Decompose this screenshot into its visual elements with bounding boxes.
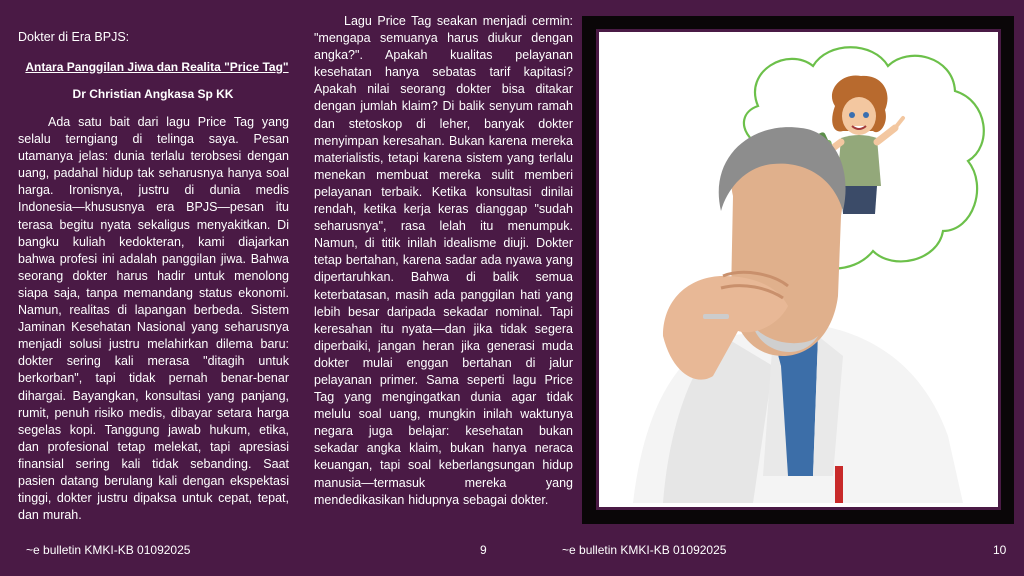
page-number-left: 9 <box>480 543 487 557</box>
article-body-left <box>18 114 289 524</box>
article-title: Antara Panggilan Jiwa dan Realita "Price Tag" <box>25 60 289 74</box>
article-body-middle <box>314 13 573 509</box>
article-heading: Dokter di Era BPJS: <box>18 30 130 44</box>
footer-label-right: ~e bulletin KMKI-KB 01092025 <box>562 543 727 557</box>
article-author: Dr Christian Angkasa Sp KK <box>72 87 234 101</box>
footer-label-left: ~e bulletin KMKI-KB 01092025 <box>26 543 191 557</box>
left-page <box>0 0 300 576</box>
page-number-right: 10 <box>993 543 1007 557</box>
stressed-doctor-photo <box>603 36 994 503</box>
paragraph: Lagu Price Tag seakan menjadi cermin: "mengapa semuanya harus diukur dengan angka?". Apakah kualitas pelayanan kesehatan hanya sebatas tarif kapitasi? Apakah nilai seorang dokter bisa ditakar dengan jumlah klaim? Di balik senyum ramah dan stetoskop di leher, banyak dokter menyimpan keresahan. Bukan karena mereka materialistis, tetapi karena sistem yang terlalu menekan membuat mereka sulit memberi pelayanan terbaik. Ketika konsultasi dinilai rendah, ketika kerja keras dianggap "sudah seharusnya", rasa lelah itu menumpuk. Namun, di titik inilah idealisme diuji. Dokter tetap bertahan, karena sadar ada nyawa yang dipertaruhkan. Bahwa di balik semua keterbatasan, masih ada panggilan hati yang lebih besar daripada sekadar nominal. Tapi keresahan itu nyata—dan jika tidak segera diperbaiki, jangan heran jika generasi muda dokter mulai enggan bertahan di jalur pelayanan primer. Sama seperti lagu Price Tag yang mengingatkan dunia agar tidak melulu soal uang, mungkin inilah waktunya negara juga belajar: kesehatan bukan sekadar angka klaim, bukan hanya neraca keuangan, tapi soal keberlangsungan hidup manusia—termasuk mereka yang mendedikasikan hidupnya sebagai dokter. <box>314 14 573 507</box>
middle-page <box>300 0 580 576</box>
paragraph: Ada satu bait dari lagu Price Tag yang selalu terngiang di telinga saya. Pesan utamanya jelas: dunia terlalu terobsesi dengan uang, padahal hidup tak seharusnya hanya soal harga. Ironisnya, justru di dunia medis Indonesia—khususnya era BPJS—pesan itu terasa begitu nyata sekaligus menyakitkan. Di bangku kuliah kedokteran, kami diajarkan bahwa profesi ini adalah panggilan jiwa. Bahwa seorang dokter harus hadir untuk menolong siapa saja, tanpa memandang status ekonomi. Namun, realitas di lapangan berbeda. Sistem Jaminan Kesehatan Nasional yang seharusnya menjadi solusi justru melahirkan dilema baru: dokter sering kali merasa "ditagih untuk berkorban", tapi tidak pernah benar-benar dihargai. Bayangkan, konsultasi yang panjang, rumit, penuh risiko medis, dibayar setara harga segelas kopi. Tanggung jawab hukum, etika, dan profesional tetap melekat, tapi apresiasi finansial sering kali tidak sebanding. Saat pasien datang berulang kali dengan ekspektasi tinggi, dokter justru dipaksa untuk cepat, tepat, dan murah. <box>18 115 289 523</box>
